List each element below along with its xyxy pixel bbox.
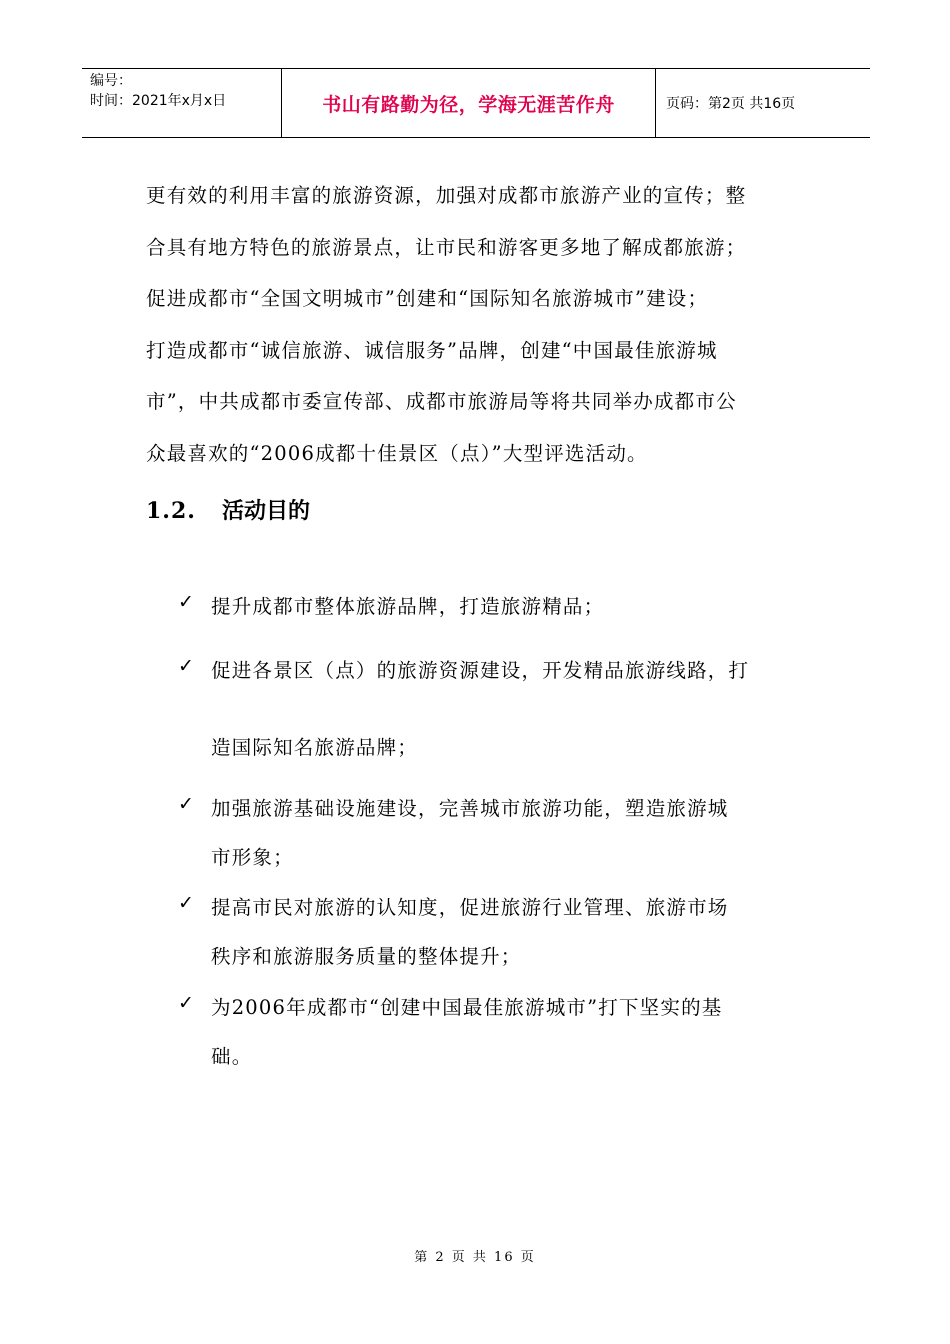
header-page-info: 页码：第2页 共16页 xyxy=(666,96,796,112)
page-header xyxy=(82,68,870,138)
section-title: 活动目的 xyxy=(222,498,311,524)
list-item-text: 提升成都市整体旅游品牌，打造旅游精品； xyxy=(211,595,605,618)
document-date: 时间：2021年x月x日 xyxy=(90,93,227,109)
paragraph-line: 更有效的利用丰富的旅游资源，加强对成都市旅游产业的宣传；整 xyxy=(146,184,747,207)
paragraph-line: 众最喜欢的“2006成都十佳景区（点）”大型评选活动。 xyxy=(146,441,648,465)
list-item-text: 提高市民对旅游的认知度，促进旅游行业管理、旅游市场 xyxy=(211,896,729,919)
list-item-text: 为2006年成都市“创建中国最佳旅游城市”打下坚实的基 xyxy=(211,996,723,1019)
paragraph-line: 市”，中共成都市委宣传部、成都市旅游局等将共同举办成都市公 xyxy=(146,390,737,413)
checkmark-icon: ✓ xyxy=(178,892,196,914)
checkmark-icon: ✓ xyxy=(178,793,196,815)
list-item-continuation: 市形象； xyxy=(211,846,294,869)
checkmark-icon: ✓ xyxy=(178,655,196,677)
intro-paragraph xyxy=(146,170,806,479)
checkmark-icon: ✓ xyxy=(178,992,196,1014)
list-item-text: 促进各景区（点）的旅游资源建设，开发精品旅游线路，打 xyxy=(211,659,750,682)
header-meta xyxy=(82,69,282,137)
list-item-continuation: 秩序和旅游服务质量的整体提升； xyxy=(211,945,522,968)
paragraph-line: 打造成都市“诚信旅游、诚信服务”品牌，创建“中国最佳旅游城 xyxy=(146,338,718,362)
paragraph-line: 合具有地方特色的旅游景点，让市民和游客更多地了解成都旅游； xyxy=(146,235,747,259)
document-number-label: 编号： xyxy=(90,73,132,89)
section-number: 1.2. xyxy=(146,498,196,524)
paragraph-line: 促进成都市“全国文明城市”创建和“国际知名旅游城市”建设； xyxy=(146,287,709,310)
list-item-continuation: 造国际知名旅游品牌； xyxy=(211,736,419,759)
checkmark-icon: ✓ xyxy=(178,591,196,613)
header-motto: 书山有路勤为径，学海无涯苦作舟 xyxy=(282,69,656,137)
section-heading xyxy=(146,494,310,525)
page-footer: 第 2 页 共 16 页 xyxy=(414,1250,536,1265)
list-item-continuation: 础。 xyxy=(211,1045,253,1068)
list-item-text: 加强旅游基础设施建设，完善城市旅游功能，塑造旅游城 xyxy=(211,797,729,820)
